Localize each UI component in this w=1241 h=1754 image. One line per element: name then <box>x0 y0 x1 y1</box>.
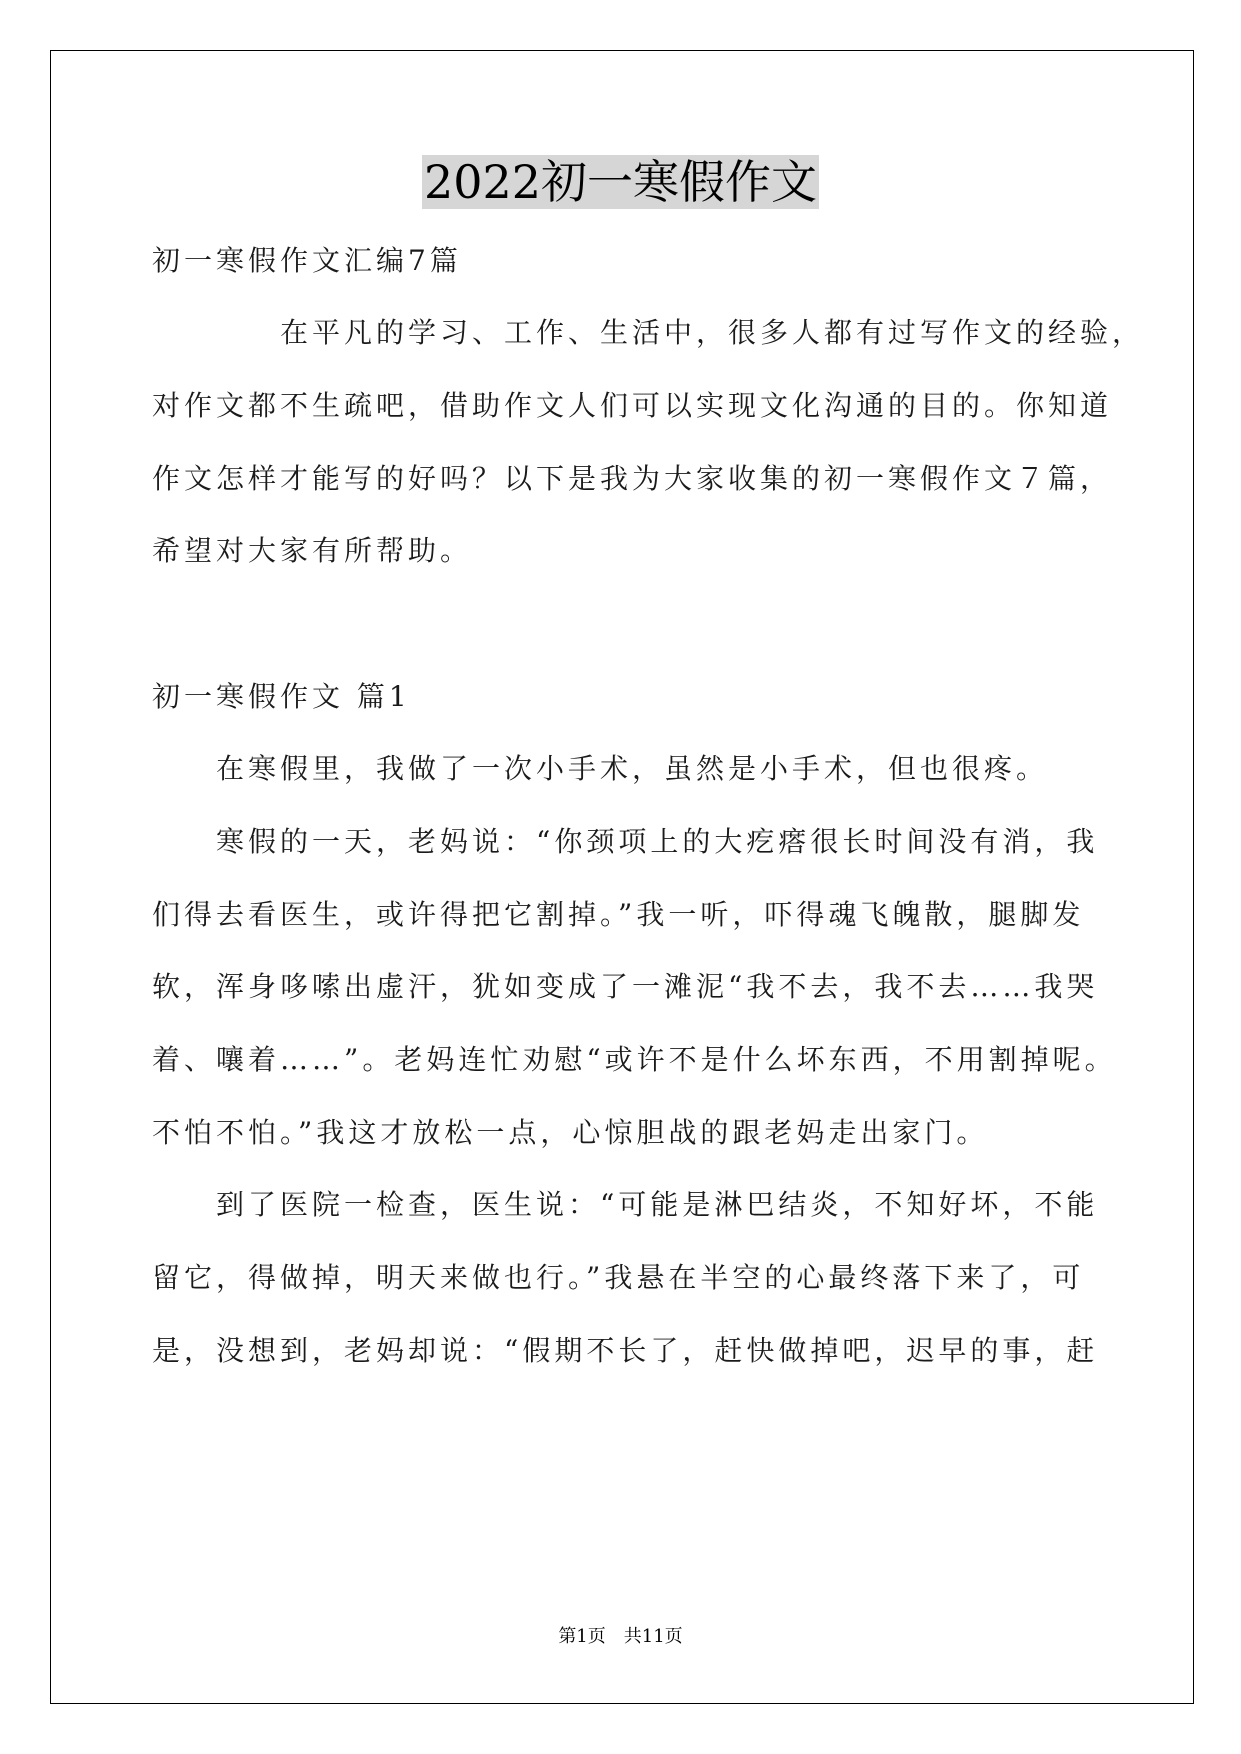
page-footer: 第1页 共11页 <box>558 1626 683 1647</box>
document-title-text: 2022初一寒假作文 <box>423 155 818 209</box>
section-heading: 初一寒假作文 篇1 <box>152 680 411 713</box>
intro-line: 对作文都不生疏吧，借助作文人们可以实现文化沟通的目的。你知道 <box>152 389 1113 422</box>
intro-line: 作文怎样才能写的好吗？以下是我为大家收集的初一寒假作文７篇， <box>152 462 1113 495</box>
body-line: 寒假的一天，老妈说：“你颈项上的大疙瘩很长时间没有消，我 <box>152 825 1099 858</box>
body-line: 不怕不怕。”我这才放松一点，心惊胆战的跟老妈走出家门。 <box>152 1116 989 1149</box>
body-line: 软，浑身哆嗦出虚汗，犹如变成了一滩泥“我不去，我不去……我哭 <box>152 970 1099 1003</box>
body-line: 着、嚷着……”。老妈连忙劝慰“或许不是什么坏东西，不用割掉呢。 <box>152 1043 1117 1076</box>
document-subtitle: 初一寒假作文汇编7篇 <box>152 244 462 277</box>
body-line: 是，没想到，老妈却说：“假期不长了，赶快做掉吧，迟早的事，赶 <box>152 1334 1099 1367</box>
body-line: 到了医院一检查，医生说：“可能是淋巴结炎，不知好坏，不能 <box>152 1188 1099 1221</box>
page-border <box>50 50 1194 1704</box>
document-title <box>0 152 1241 212</box>
body-line: 留它，得做掉，明天来做也行。”我悬在半空的心最终落下来了，可 <box>152 1261 1085 1294</box>
body-line: 在寒假里，我做了一次小手术，虽然是小手术，但也很疼。 <box>152 752 1049 785</box>
intro-line: 希望对大家有所帮助。 <box>152 534 473 567</box>
intro-line: 在平凡的学习、工作、生活中，很多人都有过写作文的经验， <box>152 316 1145 349</box>
body-line: 们得去看医生，或许得把它割掉。”我一听，吓得魂飞魄散，腿脚发 <box>152 898 1085 931</box>
